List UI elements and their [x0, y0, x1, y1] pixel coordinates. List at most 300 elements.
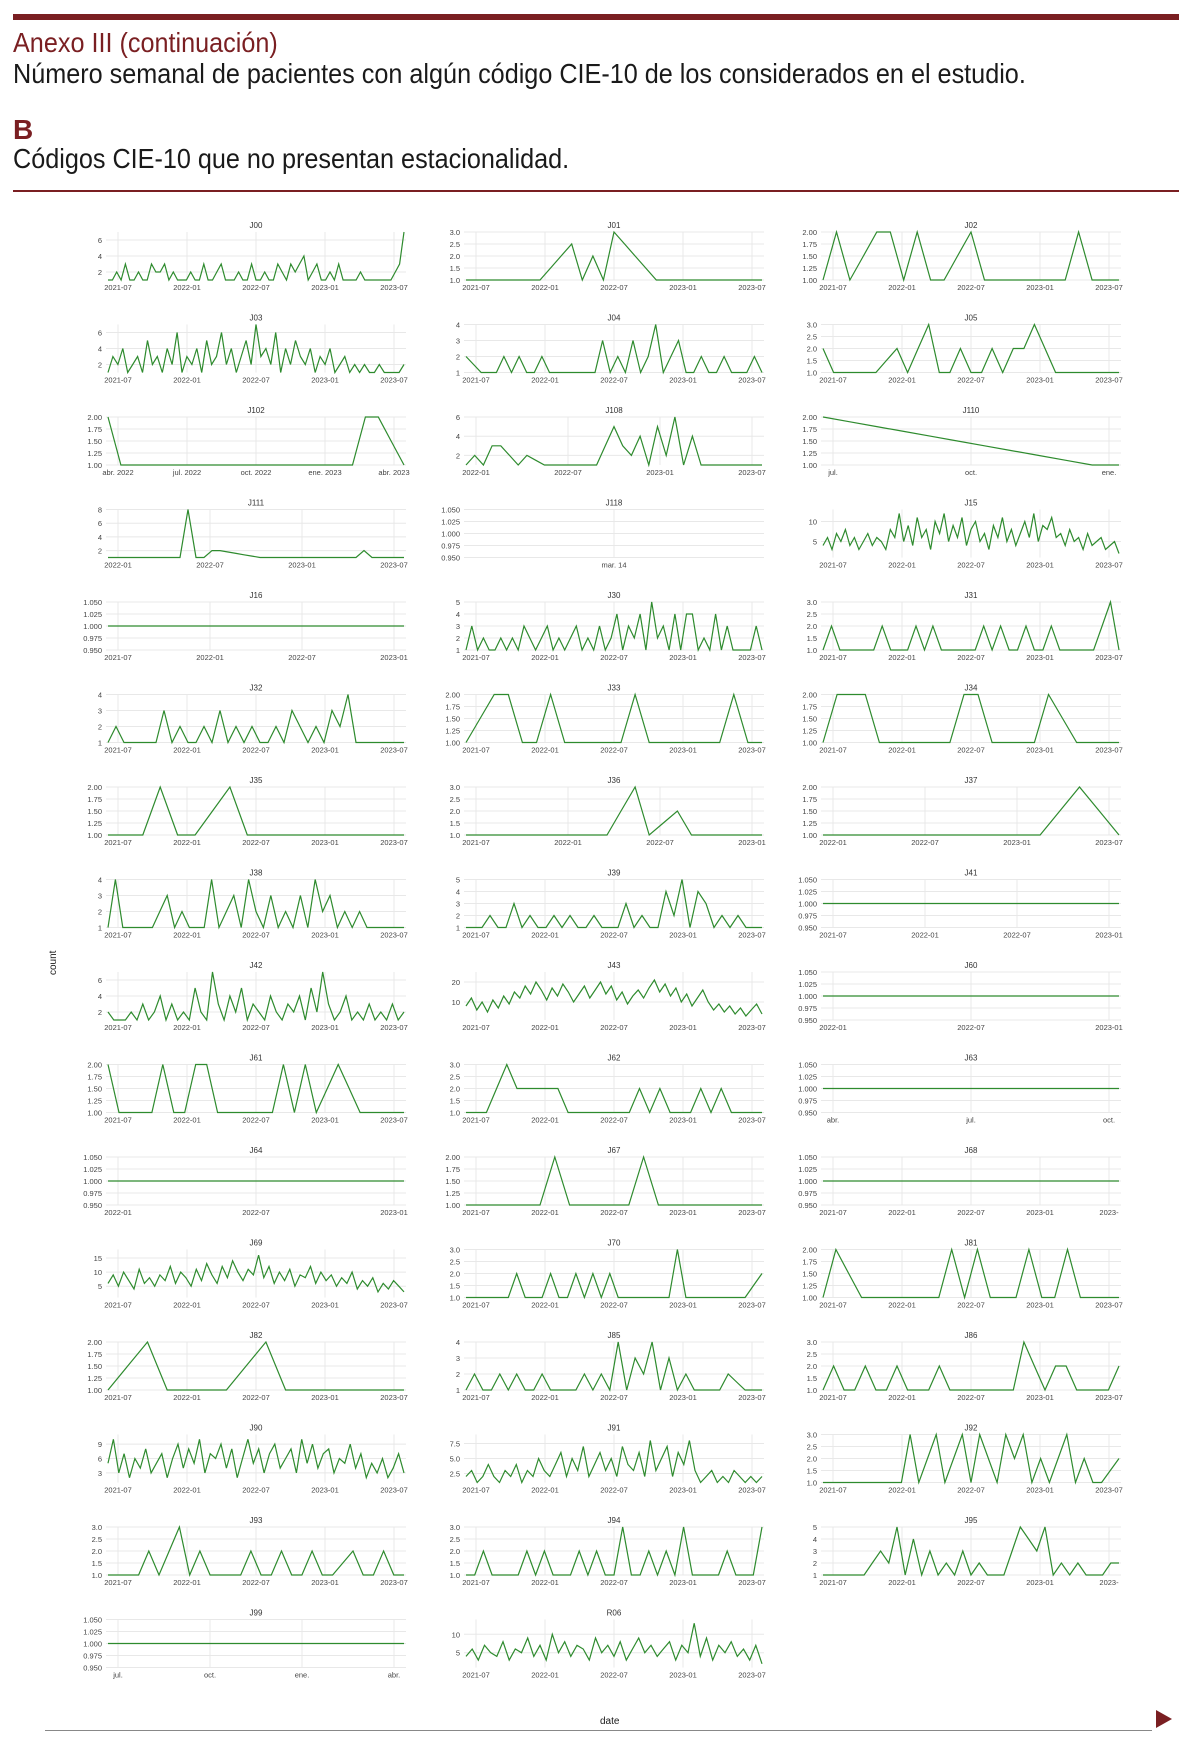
x-tick-label: 2022-01 — [531, 1208, 559, 1217]
x-tick-label: 2023-01 — [311, 745, 339, 755]
x-tick-label: 2021-07 — [462, 745, 490, 755]
bottom-rule — [45, 1730, 1152, 1731]
x-tick-label: 2022-07 — [242, 375, 270, 385]
facet-panel — [450, 1516, 766, 1587]
x-tick-label: 2021-07 — [462, 1300, 490, 1310]
facet-title: J38 — [249, 868, 263, 878]
facet-title: J91 — [607, 1423, 621, 1433]
facet-title: J82 — [249, 1331, 263, 1340]
y-tick-label: 2 — [97, 1008, 102, 1017]
x-tick-label: 2023-07 — [380, 283, 408, 292]
y-tick-label: 2.5 — [449, 240, 460, 249]
x-tick-label: 2021-07 — [104, 1393, 132, 1402]
x-tick-label: 2021-07 — [819, 930, 847, 940]
x-tick-label: 2023-01 — [380, 1208, 408, 1217]
x-tick-label: 2022-07 — [957, 1300, 985, 1310]
x-tick-label: 2022-07 — [242, 838, 270, 847]
x-tick-label: oct. 2022 — [240, 468, 272, 477]
x-tick-label: 2021-07 — [819, 1485, 847, 1495]
facet-panel — [87, 1331, 407, 1402]
y-tick-label: 2.00 — [802, 413, 817, 422]
x-tick-label: 2023-07 — [738, 1485, 766, 1495]
x-tick-label: 2023-01 — [380, 653, 408, 662]
facet-panel — [98, 684, 408, 755]
y-tick-label: 3 — [455, 336, 460, 346]
x-tick-label: 2022-07 — [957, 1393, 985, 1402]
triangle-right-icon[interactable] — [1156, 1710, 1172, 1728]
y-tick-label: 1.50 — [87, 437, 102, 446]
y-tick-label: 8 — [97, 505, 102, 515]
x-tick-label: 2021-07 — [462, 1115, 490, 1125]
y-tick-label: 0.975 — [441, 541, 460, 551]
y-tick-label: 3.0 — [449, 783, 460, 792]
x-tick-label: 2022-07 — [242, 1115, 270, 1125]
x-tick-label: 2023-01 — [669, 283, 697, 292]
y-tick-label: 2 — [455, 634, 460, 643]
y-tick-label: 2.00 — [87, 1338, 102, 1347]
y-tick-label: 2.00 — [802, 783, 817, 792]
facet-panel — [83, 1609, 406, 1680]
facet-title: J85 — [607, 1331, 621, 1340]
facet-panel — [98, 1424, 408, 1495]
y-tick-label: 1.000 — [798, 899, 817, 909]
x-tick-label: 2021-07 — [819, 745, 847, 755]
y-tick-label: 1.050 — [798, 1060, 817, 1070]
y-tick-label: 2.00 — [802, 1245, 817, 1255]
x-tick-label: 2023-01 — [311, 1578, 339, 1587]
x-tick-label: 2022-01 — [531, 1023, 559, 1032]
y-tick-label: 4 — [455, 887, 460, 897]
x-tick-label: 2023-01 — [311, 930, 339, 940]
y-tick-label: 2.5 — [806, 1442, 817, 1452]
x-tick-label: 2023-07 — [380, 1578, 408, 1587]
x-tick-label: 2023-07 — [380, 745, 408, 755]
y-tick-label: 1.0 — [449, 1293, 460, 1303]
x-tick-label: 2023-01 — [1026, 1208, 1054, 1217]
facet-panel — [456, 1331, 766, 1402]
facet-title: J03 — [249, 313, 263, 323]
y-tick-label: 2.0 — [806, 1362, 817, 1371]
facet-panel — [98, 869, 408, 940]
x-tick-label: 2023-01 — [311, 1115, 339, 1125]
facet-title: J99 — [249, 1608, 263, 1618]
facet-panel — [802, 406, 1121, 477]
x-tick-label: 2022-07 — [957, 560, 985, 570]
x-tick-label: 2023-07 — [1095, 1393, 1123, 1402]
y-tick-label: 1 — [97, 738, 102, 748]
y-tick-label: 2.0 — [806, 344, 817, 354]
y-tick-label: 1.5 — [806, 1466, 817, 1476]
x-tick-label: 2022-07 — [957, 1578, 985, 1587]
x-tick-label: 2023-07 — [1095, 745, 1123, 755]
y-tick-label: 3 — [455, 1354, 460, 1363]
x-tick-label: 2021-07 — [104, 745, 132, 755]
y-tick-label: 1 — [455, 1386, 460, 1395]
facet-title: J37 — [964, 776, 978, 785]
x-tick-label: 2022-07 — [957, 1208, 985, 1217]
facet-panel — [83, 591, 408, 662]
x-tick-label: oct. — [203, 1670, 217, 1680]
x-tick-label: 2023-07 — [738, 1393, 766, 1402]
y-tick-label: 1.75 — [87, 1350, 102, 1359]
x-tick-label: 2022-01 — [888, 1578, 916, 1587]
y-tick-label: 1.025 — [83, 1627, 102, 1637]
figure-subtitle: Número semanal de pacientes con algún código CIE-10 de los considerados en el estudio. — [13, 58, 1026, 89]
facet-title: J16 — [249, 591, 263, 600]
facet-panel — [802, 1239, 1122, 1310]
x-tick-label: 2021-07 — [104, 930, 132, 940]
y-tick-label: 2.5 — [806, 1350, 817, 1359]
y-tick-label: 1.0 — [806, 1478, 817, 1488]
x-tick-label: 2022-01 — [531, 1393, 559, 1402]
y-tick-label: 1.50 — [802, 714, 817, 724]
x-tick-label: 2021-07 — [819, 1393, 847, 1402]
x-tick-label: 2022-01 — [173, 283, 201, 292]
x-tick-label: oct. — [964, 468, 978, 477]
facet-title: J36 — [607, 776, 621, 785]
x-tick-label: 2021-07 — [104, 1485, 132, 1495]
y-tick-label: 1.25 — [87, 819, 102, 828]
x-tick-label: 2023-01 — [1026, 1578, 1054, 1587]
section-description: Códigos CIE-10 que no presentan estacionalidad. — [13, 143, 570, 174]
facet-panel — [92, 1516, 408, 1587]
y-tick-label: 2.00 — [802, 690, 817, 700]
y-tick-label: 1.0 — [806, 368, 817, 378]
x-tick-label: 2021-07 — [104, 653, 132, 662]
x-tick-label: 2021-07 — [104, 375, 132, 385]
x-tick-label: 2023-01 — [311, 283, 339, 292]
y-tick-label: 1.50 — [445, 714, 460, 724]
facet-panel — [450, 221, 766, 292]
y-tick-label: 5 — [455, 875, 460, 885]
x-tick-label: 2022-01 — [173, 1300, 201, 1310]
x-tick-label: jul. — [828, 468, 838, 477]
y-tick-label: 4 — [455, 320, 460, 330]
annex-title: Anexo III (continuación) — [13, 27, 278, 58]
x-tick-label: 2023-01 — [669, 1115, 697, 1125]
x-tick-label: 2021-07 — [819, 1208, 847, 1217]
x-tick-label: 2023-07 — [380, 1115, 408, 1125]
x-tick-label: 2023-07 — [738, 930, 766, 940]
facet-panel — [452, 1609, 766, 1680]
header — [13, 28, 1179, 174]
x-tick-label: 2023-01 — [669, 375, 697, 385]
x-tick-label: 2023-07 — [380, 560, 408, 570]
x-tick-label: 2022-07 — [242, 745, 270, 755]
x-tick-label: 2022-07 — [242, 1300, 270, 1310]
y-tick-label: 2.0 — [449, 1269, 460, 1279]
y-tick-label: 1.25 — [802, 449, 817, 458]
x-tick-label: 2023-01 — [669, 1578, 697, 1587]
x-tick-label: 2023-01 — [669, 1300, 697, 1310]
y-tick-label: 5 — [812, 1523, 817, 1532]
facet-title: R06 — [606, 1608, 622, 1618]
y-tick-label: 2.0 — [449, 252, 460, 261]
x-tick-label: 2022-01 — [531, 1115, 559, 1125]
x-tick-label: 2023-07 — [738, 1300, 766, 1310]
x-tick-label: 2022-07 — [646, 838, 674, 847]
y-tick-label: 4 — [455, 1338, 460, 1347]
y-tick-label: 3.0 — [449, 1060, 460, 1070]
y-tick-label: 4 — [97, 875, 102, 885]
facet-panel — [802, 221, 1122, 292]
x-tick-label: 2023-07 — [380, 1393, 408, 1402]
y-tick-label: 1.75 — [87, 425, 102, 434]
x-tick-label: 2023-07 — [1095, 560, 1123, 570]
x-tick-label: 2023-07 — [738, 653, 766, 662]
x-tick-label: 2022-01 — [531, 930, 559, 940]
x-tick-label: 2023-01 — [311, 1023, 339, 1032]
y-tick-label: 10 — [93, 1268, 102, 1278]
x-tick-label: 2022-01 — [531, 653, 559, 662]
y-tick-label: 1.025 — [798, 980, 817, 989]
x-tick-label: 2022-01 — [196, 653, 224, 662]
y-tick-label: 1.00 — [802, 738, 817, 748]
x-tick-label: 2022-07 — [957, 745, 985, 755]
x-tick-label: 2022-07 — [957, 653, 985, 662]
facet-panel — [98, 221, 408, 292]
y-tick-label: 1.025 — [798, 1072, 817, 1082]
facet-title: J64 — [249, 1146, 263, 1155]
y-tick-label: 0.950 — [83, 1663, 102, 1673]
facet-panel — [450, 1239, 766, 1310]
x-tick-label: 2022-01 — [554, 838, 582, 847]
y-tick-label: 1.00 — [87, 1386, 102, 1395]
x-tick-label: 2022-07 — [242, 930, 270, 940]
x-tick-label: 2021-07 — [462, 1023, 490, 1032]
facet-panel — [456, 406, 766, 477]
y-tick-label: 1.050 — [798, 1153, 817, 1162]
facet-panel — [809, 499, 1123, 570]
y-tick-label: 1 — [455, 646, 460, 655]
y-tick-label: 1.025 — [441, 517, 460, 527]
y-tick-label: 3.0 — [449, 1245, 460, 1255]
x-tick-label: 2023-07 — [380, 1300, 408, 1310]
facet-title: J43 — [607, 961, 621, 970]
y-tick-label: 1.00 — [802, 276, 817, 285]
x-tick-label: 2023-07 — [738, 745, 766, 755]
y-tick-label: 1.25 — [445, 726, 460, 736]
x-tick-label: 2022-07 — [600, 930, 628, 940]
x-tick-label: 2022-07 — [600, 1578, 628, 1587]
y-tick-label: 4 — [455, 610, 460, 619]
y-tick-label: 3.0 — [806, 1338, 817, 1347]
facet-title: J69 — [249, 1238, 263, 1248]
facet-panel — [441, 499, 764, 570]
x-tick-label: 2022-07 — [242, 283, 270, 292]
y-tick-label: 1.5 — [91, 1559, 102, 1568]
y-tick-label: 3.0 — [806, 320, 817, 330]
facet-title: J67 — [607, 1146, 621, 1155]
y-tick-label: 1.0 — [806, 646, 817, 655]
x-tick-label: 2022-01 — [531, 283, 559, 292]
x-tick-label: 2023-01 — [669, 653, 697, 662]
x-tick-label: 2022-01 — [173, 1578, 201, 1587]
y-tick-label: 1.00 — [802, 461, 817, 470]
x-tick-label: 2021-07 — [104, 838, 132, 847]
facet-panel — [807, 1424, 1123, 1495]
x-tick-label: 2022-07 — [1003, 930, 1031, 940]
x-tick-label: 2022-01 — [531, 1485, 559, 1495]
y-tick-label: 1.00 — [802, 831, 817, 840]
y-tick-label: 15 — [93, 1253, 102, 1263]
x-tick-label: 2022-07 — [957, 283, 985, 292]
x-tick-label: 2022-07 — [600, 1115, 628, 1125]
y-tick-label: 1.0 — [449, 831, 460, 840]
y-tick-label: 4 — [97, 532, 102, 542]
y-tick-label: 5 — [455, 598, 460, 607]
y-tick-label: 1.025 — [83, 610, 102, 619]
x-tick-label: 2023-07 — [380, 838, 408, 847]
y-tick-label: 1.75 — [445, 1165, 460, 1174]
x-tick-label: 2022-01 — [531, 1670, 559, 1680]
x-tick-label: 2022-01 — [888, 283, 916, 292]
x-tick-label: 2023-01 — [1026, 745, 1054, 755]
x-tick-label: 2023-01 — [1026, 653, 1054, 662]
facet-title: J90 — [249, 1423, 263, 1433]
facet-panel — [98, 961, 408, 1032]
y-tick-label: 1 — [812, 1571, 817, 1580]
y-tick-label: 2.0 — [806, 622, 817, 631]
y-tick-label: 3 — [97, 1468, 102, 1478]
x-tick-label: 2022-01 — [888, 653, 916, 662]
y-tick-label: 1.5 — [449, 264, 460, 273]
y-tick-label: 4 — [97, 252, 102, 261]
y-tick-label: 4 — [455, 432, 460, 442]
x-tick-label: 2023-07 — [1095, 283, 1123, 292]
x-tick-label: 2023-01 — [1026, 1300, 1054, 1310]
facet-panel — [798, 961, 1123, 1032]
y-tick-label: 2.5 — [806, 610, 817, 619]
y-tick-label: 1.000 — [83, 1177, 102, 1186]
x-axis-label: date — [600, 1716, 620, 1727]
x-tick-label: 2023-07 — [380, 930, 408, 940]
facet-title: J60 — [964, 961, 978, 970]
facet-title: J111 — [247, 498, 265, 508]
facet-title: J102 — [247, 406, 265, 415]
x-tick-label: 2022-01 — [888, 560, 916, 570]
x-tick-label: 2023-01 — [1026, 283, 1054, 292]
x-tick-label: 2023-01 — [311, 1485, 339, 1495]
y-tick-label: 2.5 — [91, 1535, 102, 1544]
y-tick-label: 6 — [455, 413, 460, 422]
y-tick-label: 1.0 — [449, 1571, 460, 1580]
y-tick-label: 2.0 — [806, 1454, 817, 1464]
x-tick-label: 2022-07 — [957, 375, 985, 385]
x-tick-label: 2022-07 — [288, 653, 316, 662]
x-tick-label: 2022-01 — [173, 1393, 201, 1402]
x-tick-label: 2021-07 — [462, 838, 490, 847]
x-tick-label: abr. 2023 — [378, 468, 410, 477]
y-tick-label: 1 — [455, 923, 460, 933]
facet-title: J05 — [964, 313, 978, 323]
y-tick-label: 3 — [455, 899, 460, 909]
y-tick-label: 1.000 — [83, 1639, 102, 1649]
y-tick-label: 1.75 — [802, 702, 817, 712]
x-tick-label: 2021-07 — [819, 560, 847, 570]
y-tick-label: 4 — [97, 344, 102, 354]
x-tick-label: 2023-01 — [288, 560, 316, 570]
y-tick-label: 1.050 — [798, 875, 817, 885]
y-tick-label: 1.75 — [87, 795, 102, 804]
y-tick-label: 1.025 — [798, 1165, 817, 1174]
y-tick-label: 1.5 — [449, 1096, 460, 1106]
y-tick-label: 3 — [97, 891, 102, 901]
y-tick-label: 2 — [812, 1559, 817, 1568]
y-tick-label: 6 — [97, 236, 102, 245]
y-tick-label: 1.050 — [83, 1153, 102, 1162]
x-tick-label: 2023-01 — [1026, 1393, 1054, 1402]
y-tick-label: 2 — [455, 352, 460, 362]
x-tick-label: 2023-01 — [669, 1485, 697, 1495]
x-tick-label: 2023-01 — [1095, 930, 1123, 940]
y-tick-label: 1.75 — [802, 425, 817, 434]
y-tick-label: 0.950 — [798, 1016, 817, 1025]
x-tick-label: 2022-01 — [911, 930, 939, 940]
facet-panel — [798, 1146, 1121, 1217]
y-tick-label: 1.000 — [441, 529, 460, 539]
x-tick-label: jul. 2022 — [172, 468, 202, 477]
x-tick-label: 2022-01 — [173, 745, 201, 755]
x-tick-label: ene. — [294, 1670, 310, 1680]
facet-panel — [445, 684, 765, 755]
x-tick-label: 2023-01 — [1003, 838, 1031, 847]
x-tick-label: 2022-01 — [173, 930, 201, 940]
y-tick-label: 1.000 — [798, 1177, 817, 1186]
y-tick-label: 1.25 — [87, 449, 102, 458]
x-tick-label: 2023-07 — [380, 1485, 408, 1495]
y-tick-label: 1.00 — [87, 461, 102, 470]
facet-title: J01 — [607, 221, 621, 230]
x-tick-label: 2021-07 — [104, 1300, 132, 1310]
facet-title: J62 — [607, 1053, 621, 1063]
facet-panel — [94, 1239, 408, 1310]
x-tick-label: 2021-07 — [462, 1485, 490, 1495]
facet-panel — [83, 1146, 408, 1217]
x-tick-label: 2023-07 — [380, 375, 408, 385]
y-tick-label: 1.50 — [87, 807, 102, 816]
y-tick-label: 2.5 — [449, 1535, 460, 1544]
x-tick-label: 2021-07 — [819, 653, 847, 662]
y-tick-label: 2.5 — [449, 1257, 460, 1267]
x-tick-label: 2023-01 — [669, 1393, 697, 1402]
x-tick-label: 2022-07 — [600, 1208, 628, 1217]
y-tick-label: 1.50 — [802, 807, 817, 816]
x-tick-label: 2021-07 — [462, 1208, 490, 1217]
x-tick-label: 2023-07 — [738, 468, 766, 477]
x-tick-label: 2023-01 — [311, 1393, 339, 1402]
y-tick-label: 2.0 — [449, 1084, 460, 1094]
y-tick-label: 1.00 — [802, 1293, 817, 1303]
y-tick-label: 5 — [455, 1648, 460, 1658]
x-tick-label: 2023-01 — [311, 375, 339, 385]
y-tick-label: 1.050 — [83, 1615, 102, 1625]
facet-panel — [456, 869, 766, 940]
y-tick-label: 3.0 — [449, 1523, 460, 1532]
y-tick-label: 2 — [97, 360, 102, 370]
facet-title: J68 — [964, 1146, 978, 1155]
y-tick-label: 1.50 — [445, 1177, 460, 1186]
y-tick-label: 2.0 — [449, 807, 460, 816]
y-tick-label: 1 — [97, 923, 102, 933]
chart-grid — [0, 220, 1192, 1740]
y-tick-label: 1.000 — [83, 622, 102, 631]
facet-title: J35 — [249, 776, 263, 785]
y-tick-label: 0.975 — [798, 1096, 817, 1106]
y-tick-label: 2.00 — [87, 413, 102, 422]
y-tick-label: 1.0 — [449, 1108, 460, 1118]
facet-title: J110 — [962, 406, 980, 415]
